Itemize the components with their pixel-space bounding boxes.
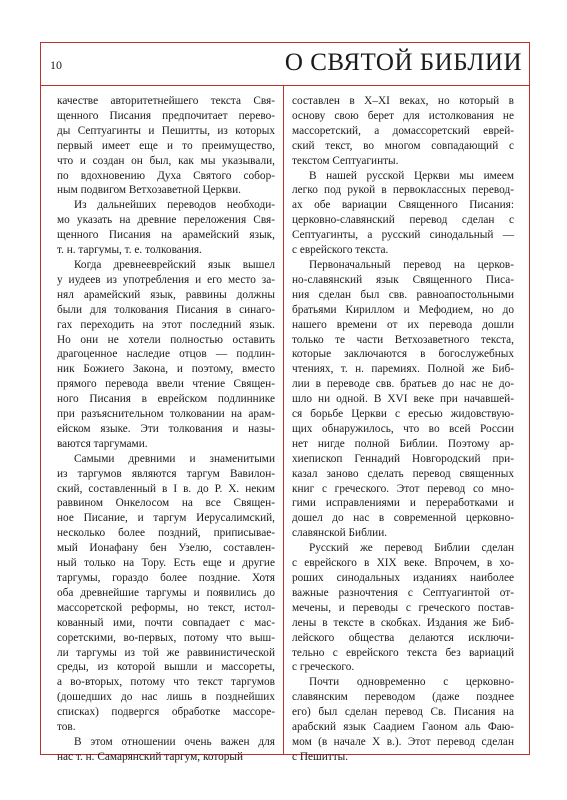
column-divider [283, 86, 284, 755]
text-line: лейского общества делаются исключи- [292, 631, 514, 644]
text-line: только те части Ветхозаветного текста, [292, 333, 514, 346]
text-line: составлен в X–XI веках, но который в [292, 95, 514, 107]
text-line: славянским переводом (даже позднее [292, 691, 514, 704]
text-line: Когда древнееврейский язык вышел [57, 258, 275, 271]
text-line: драгоценное наследие отцов — подлин- [57, 348, 275, 361]
text-line: ах обе вариации Священного Писания: [292, 199, 514, 212]
text-line: ный только на Тору. Есть еще и другие [57, 557, 275, 570]
page-number: 10 [50, 58, 62, 72]
text-line: его) был сделан перевод Св. Писания на [292, 706, 514, 719]
text-line: важные разночтения с Септуагинтой от- [292, 586, 514, 599]
text-line: нял арамейский язык, раввины должны [57, 288, 275, 301]
text-line: мом (в начале X в.). Этот перевод сделан [292, 735, 514, 748]
text-line: Самыми древними и знаменитыми [57, 452, 275, 465]
text-line: основу свою берет для истолкования не [292, 109, 514, 122]
running-title: О СВЯТОЙ БИБЛИИ [284, 49, 522, 76]
text-line: ейском языке. Эти толкования и назы- [57, 422, 275, 435]
text-line: казал заново сделать перевод священных [292, 467, 514, 480]
text-line: ский, составленный в I в. до Р. Х. неким [57, 482, 275, 495]
text-line: нас т. н. Самарянский таргум, который [57, 750, 244, 763]
text-line: ваются таргумами. [57, 437, 148, 450]
text-line: оба древнейшие таргумы и появились до [57, 586, 275, 599]
text-line: (дошедших до нас лишь в позднейших [57, 691, 275, 704]
text-line: гах переходить на этот последний язык. [57, 318, 275, 331]
text-line: книг с греческого. Этот перевод со мно- [292, 482, 514, 495]
text-line: Септуагинты, а русский синодальный — [292, 229, 514, 242]
text-line: с еврейского текста. [292, 244, 389, 257]
text-line: т. н. таргумы, т. е. толкования. [57, 244, 202, 257]
text-line: несколько более поздний, приписывае- [57, 527, 275, 540]
text-line: качестве авторитетнейшего текста Свя- [57, 95, 275, 107]
text-line: легко под рукой в первоклассных перевод- [292, 184, 514, 197]
text-line: с Пешитты. [292, 750, 349, 763]
text-line: славянской Библии. [292, 527, 388, 540]
text-line: тов. [57, 721, 76, 734]
text-line: раввином Онкелосом на все Священ- [57, 497, 275, 510]
text-line: ся борьбе Церкви с ересью жидовствую- [292, 408, 514, 421]
text-line: первый имеет еще и то преимущество, [57, 139, 275, 152]
text-line: прямого перевода ввели чтение Священ- [57, 378, 275, 391]
text-line: дошел до нас в современной церковно- [292, 512, 514, 525]
text-line: из таргумов являются таргум Вавилон- [57, 467, 275, 480]
header-rule [40, 85, 530, 86]
text-line: у иудеев из употребления и его место за- [57, 273, 275, 286]
text-line: ния сделан был свв. равноапостольными [292, 288, 514, 301]
text-line: при разъяснительном толковании на арам- [57, 408, 275, 421]
text-line: нашего времени от их перевода дошли [292, 318, 514, 331]
text-line: массоретский, а домассоретский еврей- [292, 124, 514, 137]
text-line: церковно-славянский перевод сделан с [292, 214, 514, 227]
text-line: были для толкования Писания в синаго- [57, 303, 275, 316]
text-line: ное Писание, и таргум Иерусалимский, [57, 512, 275, 525]
text-line: арабский язык Саадием Гаоном аль Фаю- [292, 721, 514, 734]
text-line: Первоначальный перевод на церков- [292, 258, 514, 271]
text-line: мо указать на древние переложения Свя- [57, 214, 275, 227]
text-line: шло ни одной. В XVI веке при начавшей- [292, 393, 514, 406]
text-line: хиепископ Геннадий Новгородский при- [292, 452, 514, 465]
text-line: В нашей русской Церкви мы имеем [292, 169, 514, 182]
text-line: нет нигде полной Библии. Поэтому ар- [292, 437, 514, 450]
text-line: массоретской реформы, но текст, истол- [57, 601, 275, 614]
text-line: щенного Писания предпочитает перево- [57, 109, 275, 122]
right-column [292, 94, 514, 765]
text-line: гими исправлениями и переработками и [292, 497, 514, 510]
text-line: текстом Септуагинты. [292, 154, 399, 167]
text-line: списках) подвергся обработке массоре- [57, 706, 275, 719]
text-line: с греческого. [292, 661, 355, 674]
text-line: чтениях, т. н. паремиях. Полной же Биб- [292, 363, 514, 376]
text-line: среды, из которой вышли и массореты, [57, 661, 275, 674]
text-line: соретскими, во-первых, потому что выш- [57, 631, 275, 644]
text-line: ного Писания в еврейском подлиннике [57, 393, 275, 406]
text-line: Из дальнейших переводов необходи- [57, 199, 275, 212]
text-line: таргумы, гораздо более поздние. Хотя [57, 572, 275, 584]
text-line: В этом отношении очень важен для [57, 735, 275, 748]
text-line: лены в тексте в скобках. Издания же Биб- [292, 616, 514, 629]
text-line: а во-вторых, потому что текст таргумов [57, 676, 275, 689]
text-line: Почти одновременно с церковно- [292, 676, 514, 689]
text-line: кованный ими, почти совпадает с мас- [57, 616, 275, 629]
text-line: мый Ионафану бен Узелю, составлен- [57, 542, 275, 555]
text-line: щенного Писания на арамейский язык, [57, 229, 275, 242]
text-line: ли таргумы из той же раввинистической [57, 646, 275, 659]
text-line: Но они не хотели полностью оставить [57, 333, 275, 346]
text-line: братьями Кириллом и Мефодием, но до [292, 303, 514, 316]
text-line: Русский же перевод Библии сделан [292, 542, 514, 555]
text-line: ник Божиего Закона, и поэтому, вместо [57, 363, 275, 376]
text-line: с еврейского в XIX веке. Впрочем, в хо- [292, 557, 514, 570]
text-line: ский текст, во многом совпадающий с [292, 139, 514, 152]
text-line: тельно с еврейского текста без вариаций [292, 646, 514, 659]
text-line: что и создан он был, как мы указывали, [57, 154, 275, 167]
text-line: но-славянский язык Священного Писа- [292, 273, 514, 286]
left-column [57, 94, 275, 765]
text-line: ды Септуагинты и Пешитты, из которых [57, 124, 275, 137]
text-line: лии в переводе свв. братьев до нас не до- [292, 378, 514, 391]
text-line: которые заключаются в богослужебных [292, 348, 514, 361]
text-line: роших синодальных изданиях наиболее [292, 572, 514, 584]
text-line: мечены, и переводы с греческого постав- [292, 601, 514, 614]
text-line: ным подвигом Ветхозаветной Церкви. [57, 184, 241, 197]
text-line: щих обнаружилось, что во всей России [292, 422, 514, 435]
text-line: по вдохновению Духа Святого собор- [57, 169, 275, 182]
